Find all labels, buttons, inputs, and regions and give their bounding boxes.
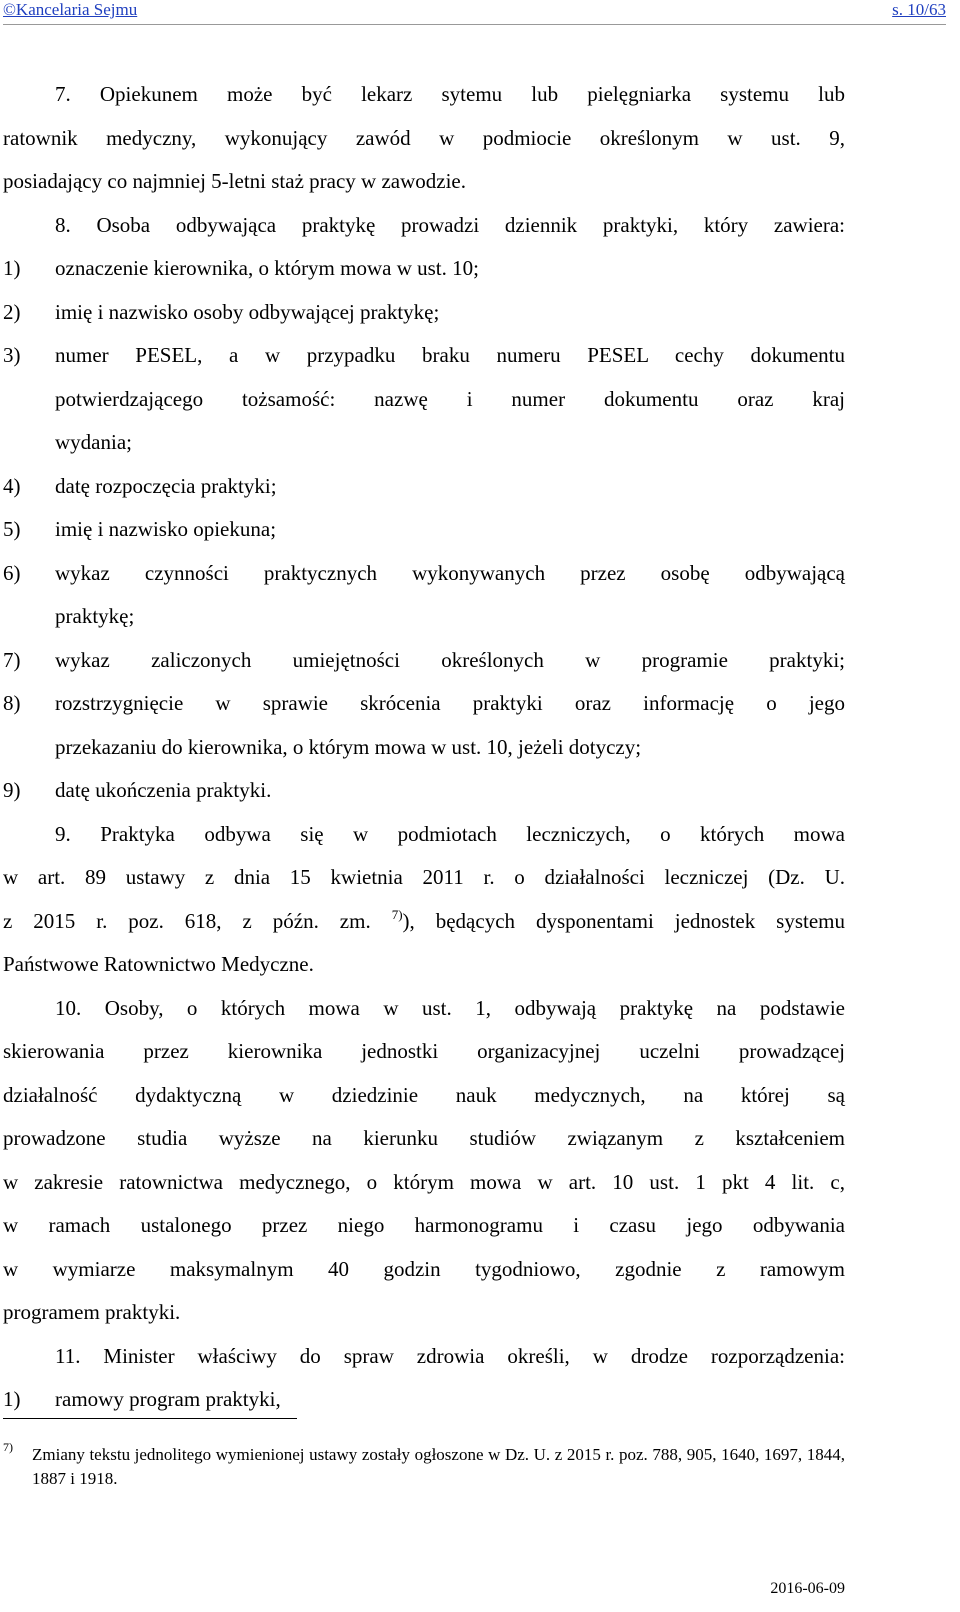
footnote [3,1440,845,1491]
text-line [3,735,845,779]
list-item-text: wykaz zaliczonych umiejętności określonych w programie praktyki; [55,647,845,672]
paragraph-text: ), będących dysponentami jednostek systemu [402,908,846,933]
list-item-text: imię i nazwisko osoby odbywającej praktykę; [55,299,440,324]
list-item-number: 5) [3,517,21,541]
text-line [3,213,845,257]
footer-date: 2016-06-09 [770,1580,845,1597]
paragraph-text: w art. 89 ustawy z dnia 15 kwietnia 2011 r. o działalności leczniczej (Dz. U. [3,865,845,889]
paragraph-text: wydania; [55,430,132,454]
page-number[interactable]: s. 10/63 [892,0,946,19]
list-item-number: 2) [3,299,21,324]
list-item-text: datę rozpoczęcia praktyki; [55,473,277,498]
paragraph-text: 7. Opiekunem może być lekarz sytemu lub pielęgniarka systemu lub [55,82,845,106]
footnote-text: Zmiany tekstu jednolitego wymienionej ustawy zostały ogłoszone w Dz. U. z 2015 r. poz. 788, 905, 1640, 1697, 1844, 1887 i 1918. [32,1445,845,1488]
text-line [3,1300,845,1344]
list-item-text: rozstrzygnięcie w sprawie skrócenia praktyki oraz informację o jego [55,691,845,715]
document-body [3,82,845,1431]
text-line [3,1213,845,1257]
page-header [3,0,946,22]
paragraph-text: 10. Osoby, o których mowa w ust. 1, odbywają praktykę na podstawie [55,995,845,1020]
paragraph-text: w ramach ustalonego przez niego harmonogramu i czasu jego odbywania [3,1213,845,1237]
list-item-text: imię i nazwisko opiekuna; [55,517,277,541]
paragraph-text: programem praktyki. [3,1300,181,1324]
text-line [3,561,845,605]
list-item-text: oznaczenie kierownika, o którym mowa w ust. 10; [55,256,479,280]
paragraph-text: praktykę; [55,604,135,628]
list-item-text: wykaz czynności praktycznych wykonywanych przez osobę odbywającą [55,560,845,585]
text-line [3,169,845,213]
footnote-number: 7) [3,1440,13,1454]
list-item-number: 4) [3,473,21,498]
list-item-number: 7) [3,647,21,672]
text-line [3,865,845,909]
text-line [3,126,845,170]
text-line [3,1344,845,1388]
footnote-separator [3,1418,297,1419]
paragraph-text: 9. Praktyka odbywa się w podmiotach leczniczych, o których mowa [55,821,845,846]
text-line [3,1083,845,1127]
list-item-text: numer PESEL, a w przypadku braku numeru PESEL cechy dokumentu [55,343,845,367]
list-item-number: 3) [3,343,21,367]
text-line [3,691,845,735]
paragraph-text: potwierdzającego tożsamość: nazwę i numer dokumentu oraz kraj [55,386,845,411]
paragraph-text: w wymiarze maksymalnym 40 godzin tygodniowo, zgodnie z ramowym [3,1256,845,1281]
paragraph-text: 8. Osoba odbywająca praktykę prowadzi dziennik praktyki, który zawiera: [55,212,845,237]
text-line [3,1387,845,1431]
paragraph-text: prowadzone studia wyższe na kierunku studiów związanym z kształceniem [3,1126,845,1150]
paragraph-text: skierowania przez kierownika jednostki organizacyjnej uczelni prowadzącej [3,1039,845,1063]
text-line [3,1257,845,1301]
text-line [3,343,845,387]
text-line [3,517,845,561]
paragraph-text: działalność dydaktyczną w dziedzinie nauk medycznych, na której są [3,1082,845,1107]
text-line [3,256,845,300]
list-item-text: ramowy program praktyki, [55,1387,281,1411]
paragraph-text: ratownik medyczny, wykonujący zawód w podmiocie określonym w ust. 9, [3,125,845,150]
footnote-reference: 7) [391,906,403,922]
paragraph-text: przekazaniu do kierownika, o którym mowa w ust. 10, jeżeli dotyczy; [55,734,642,759]
text-line [3,996,845,1040]
list-item-text: datę ukończenia praktyki. [55,778,272,802]
header-rule [3,24,946,25]
list-item-number: 9) [3,778,21,802]
text-line [3,430,845,474]
text-line [3,952,845,996]
publisher-link[interactable]: ©Kancelaria Sejmu [3,0,138,19]
list-item-number: 1) [3,1387,21,1411]
text-line [3,1039,845,1083]
text-line [3,1170,845,1214]
list-item-number: 8) [3,691,21,715]
paragraph-text: z 2015 r. poz. 618, z późn. zm. [3,908,371,933]
text-line [3,906,846,953]
text-line [3,474,845,518]
text-line [3,387,845,431]
text-line [3,648,845,692]
text-line [3,604,845,648]
paragraph-text: w zakresie ratownictwa medycznego, o którym mowa w art. 10 ust. 1 pkt 4 lit. c, [3,1169,845,1194]
text-line [3,82,845,126]
paragraph-text: posiadający co najmniej 5-letni staż pracy w zawodzie. [3,169,466,193]
text-line [3,300,845,344]
list-item-number: 6) [3,560,21,585]
paragraph-text: 11. Minister właściwy do spraw zdrowia określi, w drodze rozporządzenia: [55,1343,845,1368]
text-line [3,778,845,822]
paragraph-text: Państwowe Ratownictwo Medyczne. [3,952,314,976]
list-item-number: 1) [3,256,21,280]
text-line [3,822,845,866]
text-line [3,1126,845,1170]
